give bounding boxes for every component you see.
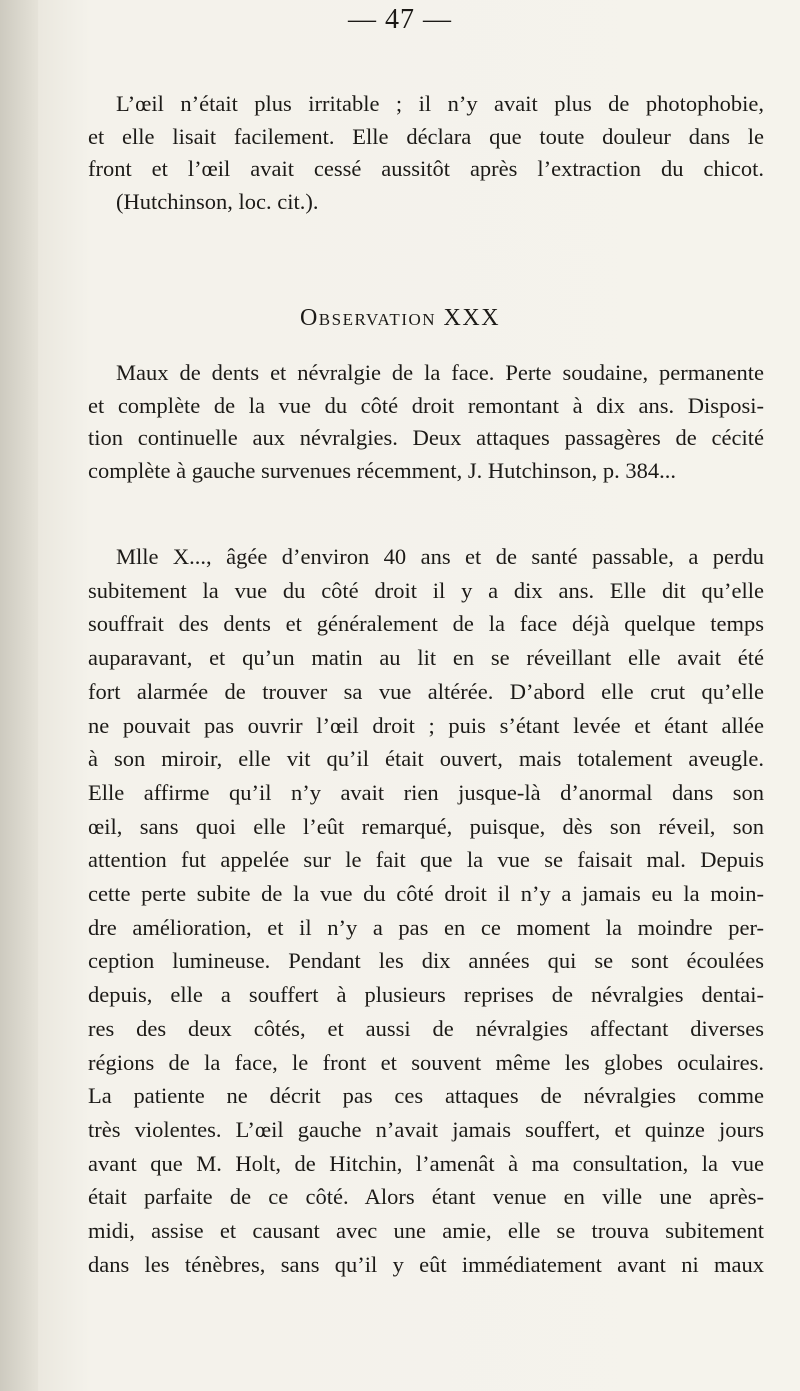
text-line: avant que M. Holt, de Hitchin, l’amenât à ma consultation, la vue: [88, 1150, 764, 1176]
text-line: était parfaite de ce côté. Alors étant venue en ville une après-: [88, 1184, 764, 1210]
text-line: fort alarmée de trouver sa vue altérée. D’abord elle crut qu’elle: [88, 678, 764, 704]
text-line: Mlle X..., âgée d’environ 40 ans et de santé passable, a perdu: [116, 544, 764, 569]
text-line: à son miroir, elle vit qu’il était ouvert, mais totalement aveugle.: [88, 746, 764, 772]
text-line: ne pouvait pas ouvrir l’œil droit ; puis s’étant levée et étant allée: [88, 712, 764, 738]
text-line: Maux de dents et névralgie de la face. Perte soudaine, permanente: [116, 360, 764, 385]
text-line: régions de la face, le front et souvent même les globes oculaires.: [88, 1049, 764, 1075]
text-line: ception lumineuse. Pendant les dix années qui se sont écoulées: [88, 948, 764, 974]
text-line: complète à gauche survenues récemment, J. Hutchinson, p. 384...: [88, 457, 676, 483]
text-line: œil, sans quoi elle l’eût remarqué, puisque, dès son réveil, son: [88, 813, 764, 839]
text-line: et complète de la vue du côté droit remontant à dix ans. Disposi-: [88, 392, 764, 418]
page-number: — 47 —: [348, 4, 452, 35]
text-line: front et l’œil avait cessé aussitôt après l’extraction du chicot.: [88, 156, 764, 182]
text-line: L’œil n’était plus irritable ; il n’y avait plus de photophobie,: [116, 91, 764, 116]
text-line: subitement la vue du côté droit il y a dix ans. Elle dit qu’elle: [88, 577, 764, 603]
text-line: souffrait des dents et généralement de la face déjà quelque temps: [88, 611, 764, 637]
citation-line: (Hutchinson, loc. cit.).: [116, 188, 319, 214]
observation-heading: Observation XXX: [299, 305, 501, 331]
text-line: très violentes. L’œil gauche n’avait jamais souffert, et quinze jours: [88, 1116, 764, 1142]
text-line: attention fut appelée sur le fait que la vue se faisait mal. Depuis: [88, 847, 764, 873]
text-line: La patiente ne décrit pas ces attaques de névralgies comme: [88, 1083, 764, 1109]
text-line: dre amélioration, et il n’y a pas en ce moment la moindre per-: [88, 914, 764, 940]
paragraph-continuation: [88, 88, 764, 218]
page-binding-shadow: [0, 0, 38, 1391]
text-line: depuis, elle a souffert à plusieurs reprises de névralgies dentai-: [88, 982, 764, 1008]
observation-body: [88, 540, 764, 1281]
text-line: res des deux côtés, et aussi de névralgies affectant diverses: [88, 1015, 764, 1041]
text-line: tion continuelle aux névralgies. Deux attaques passagères de cécité: [88, 425, 764, 451]
text-line: dans les ténèbres, sans qu’il y eût immédiatement avant ni maux: [88, 1251, 764, 1277]
observation-summary: [88, 357, 764, 487]
text-line: Elle affirme qu’il n’y avait rien jusque-là d’anormal dans son: [88, 779, 764, 805]
text-line: midi, assise et causant avec une amie, elle se trouva subitement: [88, 1218, 764, 1244]
text-line: et elle lisait facilement. Elle déclara que toute douleur dans le: [88, 123, 764, 149]
text-line: auparavant, et qu’un matin au lit en se réveillant elle avait été: [88, 645, 764, 671]
text-line: cette perte subite de la vue du côté droit il n’y a jamais eu la moin-: [88, 881, 764, 907]
